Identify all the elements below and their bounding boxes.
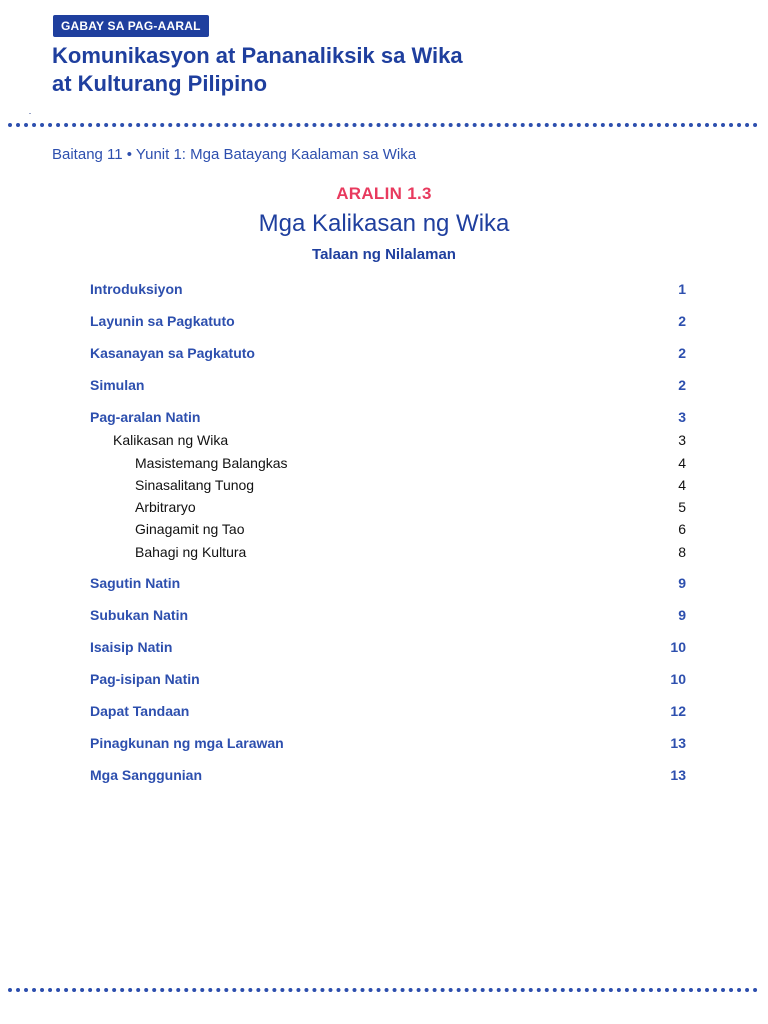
toc-entry-label: Sagutin Natin	[90, 575, 181, 591]
toc-entry-page: 8	[678, 544, 686, 560]
toc-entry[interactable]	[90, 605, 686, 625]
lesson-number: ARALIN 1.3	[336, 184, 432, 203]
document-title-line-1: Komunikasyon at Pananaliksik sa Wika	[52, 43, 463, 68]
table-of-contents-heading: Talaan ng Nilalaman	[312, 246, 456, 263]
toc-entry[interactable]	[90, 279, 686, 299]
toc-entry-page: 9	[678, 607, 686, 623]
toc-entry-page: 2	[678, 345, 686, 361]
toc-entry[interactable]	[90, 475, 686, 495]
toc-entry-label: Kalikasan ng Wika	[113, 432, 229, 448]
lesson-title: Mga Kalikasan ng Wika	[258, 210, 510, 237]
toc-entry[interactable]	[90, 573, 686, 593]
toc-entry-label: Mga Sanggunian	[90, 767, 202, 783]
toc-entry-label: Layunin sa Pagkatuto	[90, 313, 235, 329]
toc-entry-label: Sinasalitang Tunog	[135, 477, 255, 493]
toc-entry-page: 10	[670, 639, 686, 655]
toc-entry-label: Pag-aralan Natin	[90, 409, 201, 425]
toc-entry-page: 10	[670, 671, 686, 687]
toc-entry-label: Arbitraryo	[135, 499, 196, 515]
toc-entry[interactable]	[90, 311, 686, 331]
toc-entry-page: 3	[678, 409, 686, 425]
toc-entry[interactable]	[90, 453, 686, 473]
scan-speck	[29, 113, 31, 114]
toc-entry-page: 4	[678, 455, 686, 471]
toc-entry-label: Introduksiyon	[90, 281, 183, 297]
toc-entry[interactable]	[90, 637, 686, 657]
toc-entry-page: 13	[670, 735, 686, 751]
toc-entry-page: 9	[678, 575, 686, 591]
toc-entry[interactable]	[90, 542, 686, 562]
toc-entry-label: Dapat Tandaan	[90, 703, 190, 719]
document-title	[52, 42, 652, 98]
toc-entry-page: 1	[678, 281, 686, 297]
toc-entry-label: Pinagkunan ng mga Larawan	[90, 735, 284, 751]
toc-entry-page: 2	[678, 313, 686, 329]
toc-entry-page: 13	[670, 767, 686, 783]
bottom-dotted-divider	[8, 988, 758, 992]
toc-entry-label: Kasanayan sa Pagkatuto	[90, 345, 255, 361]
top-dotted-divider	[8, 123, 758, 127]
toc-entry-label: Isaisip Natin	[90, 639, 173, 655]
toc-entry[interactable]	[90, 343, 686, 363]
toc-entry[interactable]	[90, 430, 686, 450]
toc-entry-page: 6	[678, 521, 686, 537]
toc-entry[interactable]	[90, 375, 686, 395]
toc-entry[interactable]	[90, 497, 686, 517]
toc-entry-page: 4	[678, 477, 686, 493]
toc-entry[interactable]	[90, 765, 686, 785]
toc-entry[interactable]	[90, 733, 686, 753]
toc-entry-page: 5	[678, 499, 686, 515]
toc-entry-label: Masistemang Balangkas	[135, 455, 288, 471]
breadcrumb: Baitang 11 • Yunit 1: Mga Batayang Kaalaman sa Wika	[52, 146, 417, 163]
toc-entry-page: 3	[678, 432, 686, 448]
toc-entry-page: 2	[678, 377, 686, 393]
toc-entry-label: Bahagi ng Kultura	[135, 544, 247, 560]
toc-entry[interactable]	[90, 519, 686, 539]
toc-entry[interactable]	[90, 701, 686, 721]
toc-entry-label: Pag-isipan Natin	[90, 671, 200, 687]
toc-entry-label: Simulan	[90, 377, 145, 393]
toc-entry-page: 12	[670, 703, 686, 719]
toc-entry[interactable]	[90, 407, 686, 427]
guide-badge: GABAY SA PAG-AARAL	[53, 15, 209, 37]
toc-entry-label: Subukan Natin	[90, 607, 189, 623]
document-title-line-2: at Kulturang Pilipino	[52, 71, 268, 96]
toc-entry-label: Ginagamit ng Tao	[135, 521, 245, 537]
toc-entry[interactable]	[90, 669, 686, 689]
